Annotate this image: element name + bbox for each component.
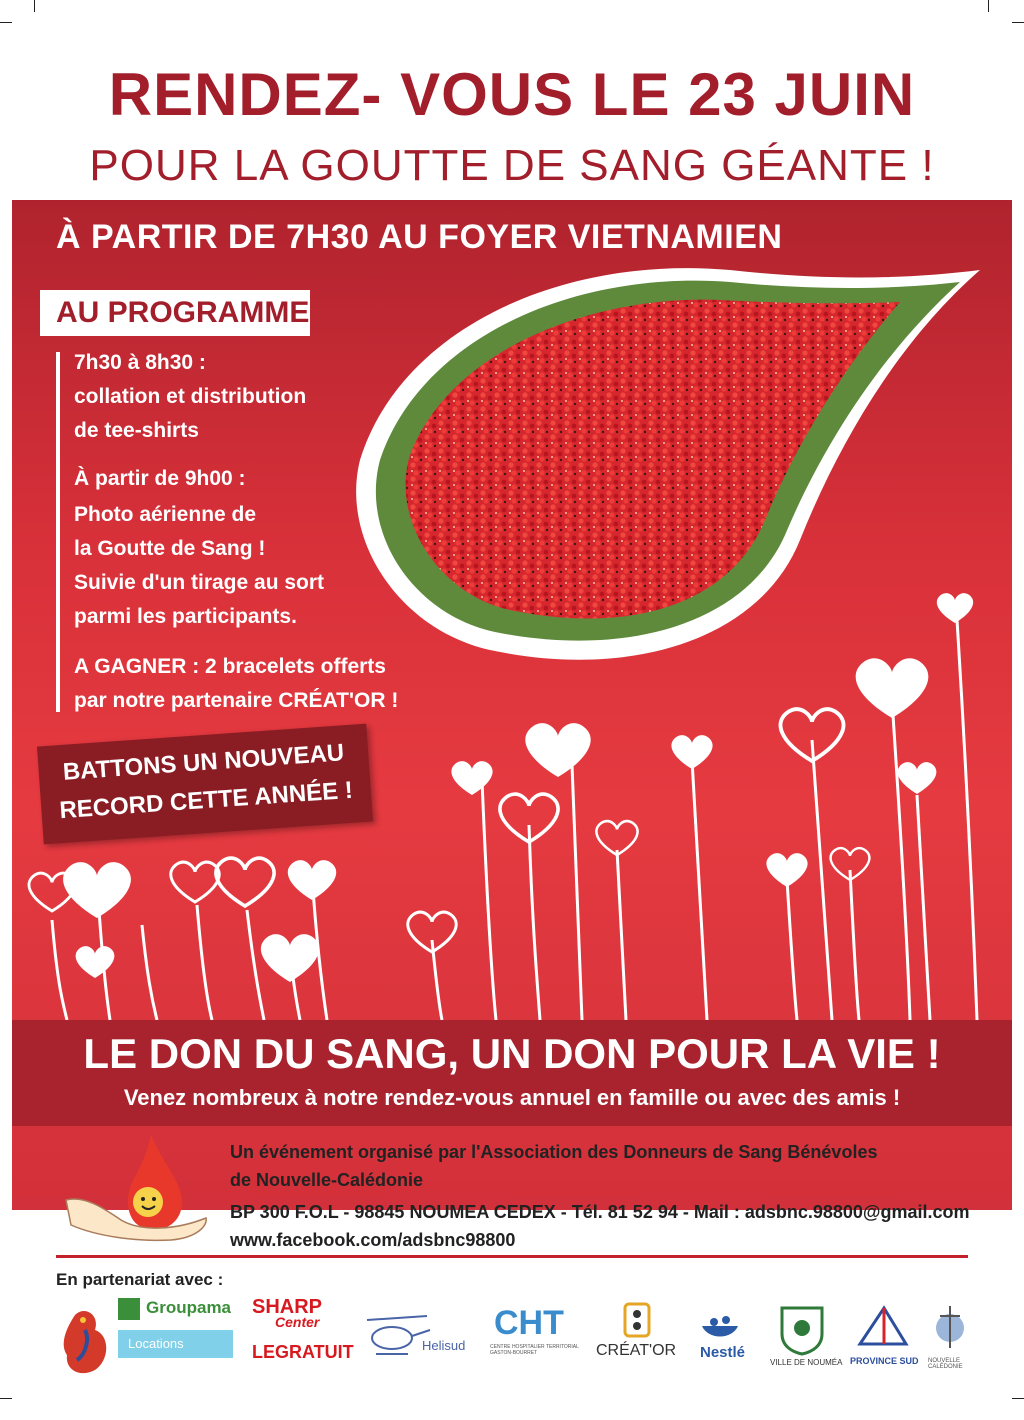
- nouvelle-caledonie-icon: [930, 1302, 970, 1356]
- sharp-center-text: Center: [275, 1314, 320, 1330]
- creator-icon: [622, 1302, 652, 1338]
- nestle-nest-icon: [698, 1306, 742, 1342]
- helisud-text: Helisud: [422, 1338, 466, 1353]
- programme-heading: AU PROGRAMME: [56, 296, 310, 329]
- noumea-crest-icon: [774, 1304, 830, 1356]
- crop-mark: [988, 0, 989, 12]
- cht-subtitle: CENTRE HOSPITALIER TERRITORIAL GASTON-BOURRET: [490, 1344, 579, 1356]
- programme-item-text: la Goutte de Sang !: [74, 537, 266, 560]
- crop-mark: [34, 0, 35, 12]
- locations-logo: [118, 1330, 233, 1358]
- creator-text: CRÉAT'OR: [596, 1342, 677, 1359]
- organizer-line: Un événement organisé par l'Association des Donneurs de Sang Bénévoles: [230, 1142, 878, 1162]
- rooster-logo: [55, 1300, 113, 1390]
- page-subtitle: POUR LA GOUTTE DE SANG GÉANTE !: [89, 141, 935, 190]
- programme-item-text: Photo aérienne de: [74, 503, 257, 526]
- programme-item-text: collation et distribution: [74, 385, 307, 408]
- programme-item-text: par notre partenaire CRÉAT'OR !: [74, 689, 399, 712]
- record-line: RECORD CETTE ANNÉE !: [58, 776, 354, 825]
- locations-text: Locations: [128, 1336, 184, 1351]
- organizer-contact: BP 300 F.O.L - 98845 NOUMEA CEDEX - Tél. 81 52 94 - Mail : adsbnc.98800@gmail.com: [230, 1202, 970, 1222]
- crop-mark: [0, 1398, 12, 1399]
- nc-text: NOUVELLE CALÉDONIE: [928, 1358, 963, 1370]
- programme-heading-box: [40, 290, 310, 336]
- groupama-logo: [118, 1298, 238, 1322]
- sharp-logo: SHARP: [252, 1296, 323, 1318]
- crop-mark: [1012, 1398, 1024, 1399]
- partners-heading: En partenariat avec :: [56, 1270, 224, 1289]
- facebook-link[interactable]: www.facebook.com/adsbnc98800: [230, 1230, 516, 1250]
- nestle-text: Nestlé: [700, 1344, 746, 1361]
- programme-item-time: À partir de 9h00 :: [74, 467, 246, 490]
- divider: [56, 1255, 968, 1258]
- event-time-location: À PARTIR DE 7H30 AU FOYER VIETNAMIEN: [56, 218, 783, 256]
- noumea-text: VILLE DE NOUMÉA: [770, 1358, 843, 1367]
- invitation-text: Venez nombreux à notre rendez-vous annuel en famille ou avec des amis !: [123, 1085, 901, 1110]
- programme-item-text: parmi les participants.: [74, 605, 297, 628]
- province-sud-sail-icon: [854, 1304, 912, 1350]
- programme-item-text: A GAGNER : 2 bracelets offerts: [74, 655, 386, 678]
- adsbnc-logo: [56, 1130, 216, 1245]
- record-line: BATTONS UN NOUVEAU: [61, 739, 345, 786]
- programme-item-time: 7h30 à 8h30 :: [74, 351, 206, 374]
- groupama-text: Groupama: [146, 1298, 232, 1317]
- programme-item-text: de tee-shirts: [74, 419, 199, 442]
- slogan: LE DON DU SANG, UN DON POUR LA VIE !: [83, 1030, 941, 1077]
- crop-mark: [1012, 22, 1024, 23]
- crop-mark: [0, 22, 12, 23]
- organizer-line: de Nouvelle-Calédonie: [230, 1170, 424, 1190]
- cht-logo: CHT: [494, 1304, 564, 1342]
- province-text: PROVINCE SUD: [850, 1356, 919, 1366]
- programme-item-text: Suivie d'un tirage au sort: [74, 571, 325, 594]
- legratuit-logo: LEGRATUIT: [252, 1342, 354, 1362]
- page-title: RENDEZ- VOUS LE 23 JUIN: [108, 61, 916, 128]
